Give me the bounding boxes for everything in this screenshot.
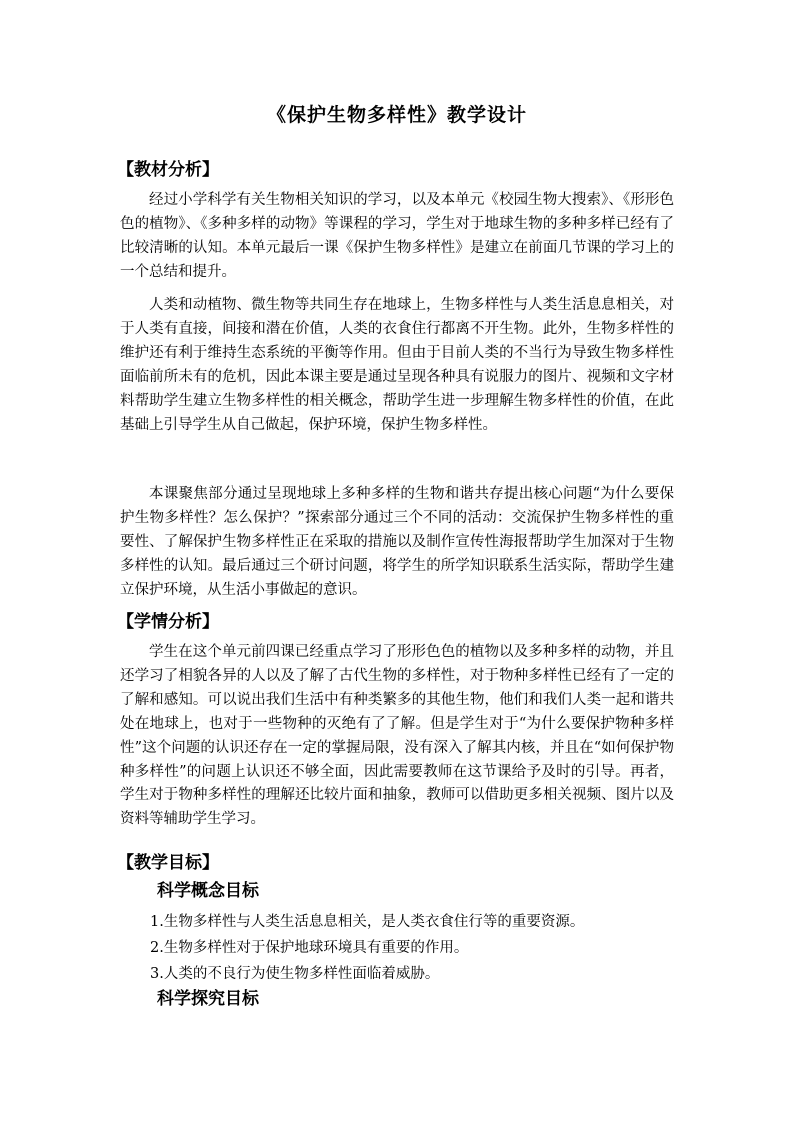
list-item-concept-3: 3.人类的不良行为使生物多样性面临着威胁。	[150, 966, 440, 982]
section-heading-materials-analysis: 【教材分析】	[117, 160, 219, 180]
subheading-science-concepts: 科学概念目标	[157, 881, 259, 901]
list-item-concept-1: 1.生物多样性与人类生活息息相关，是人类衣食住行等的重要资源。	[150, 914, 585, 930]
paragraph-materials-2: 人类和动植物、微生物等共同生存在地球上，生物多样性与人类生活息息相关，对于人类有直接，间接和潜在价值，人类的衣食住行都离不开生物。此外，生物多样性的维护还有利于维持生态系统的平衡等作用。但由于目前人类的不当行为导致生物多样性面临前所未有的危机，因此本课主要是通过呈现各种具有说服力的图片、视频和文字材料帮助学生建立生物多样性的相关概念，帮助学生进一步理解生物多样性的价值，在此基础上引导学生从自己做起，保护环境，保护生物多样性。	[120, 297, 674, 433]
section-heading-student-analysis: 【学情分析】	[117, 612, 219, 632]
paragraph-student-1: 学生在这个单元前四课已经重点学习了形形色色的植物以及多种多样的动物，并且还学习了相貌各异的人以及了解了古代生物的多样性，对于物种多样性已经有了一定的了解和感知。可以说出我们生活中有种类繁多的其他生物，他们和我们人类一起和谐共处在地球上，也对于一些物种的灭绝有了了解。但是学生对于“为什么要保护物种多样性”这个问题的认识还存在一定的掌握局限，没有深入了解其内核，并且在“如何保护物种多样性”的问题上认识还不够全面，因此需要教师在这节课给予及时的引导。再者，学生对于物种多样性的理解还比较片面和抽象，教师可以借助更多相关视频、图片以及资料等辅助学生学习。	[120, 644, 674, 828]
page-title: 《保护生物多样性》教学设计	[266, 104, 527, 126]
section-heading-teaching-goals: 【教学目标】	[117, 853, 219, 873]
list-item-concept-2: 2.生物多样性对于保护地球环境具有重要的作用。	[150, 940, 469, 956]
subheading-science-inquiry: 科学探究目标	[157, 989, 259, 1009]
paragraph-materials-3: 本课聚焦部分通过呈现地球上多种多样的生物和谐共存提出核心问题“为什么要保护生物多样性？怎么保护？”探索部分通过三个不同的活动：交流保护生物多样性的重要性、了解保护生物多样性正在采取的措施以及制作宣传性海报帮助学生加深对于生物多样性的认知。最后通过三个研讨问题，将学生的所学知识联系生活实际，帮助学生建立保护环境，从生活小事做起的意识。	[120, 486, 674, 598]
paragraph-materials-1: 经过小学科学有关生物相关知识的学习，以及本单元《校园生物大搜索》、《形形色色的植物》、《多种多样的动物》等课程的学习，学生对于地球生物的多种多样已经有了比较清晰的认知。本单元最后一课《保护生物多样性》是建立在前面几节课的学习上的一个总结和提升。	[120, 192, 674, 280]
